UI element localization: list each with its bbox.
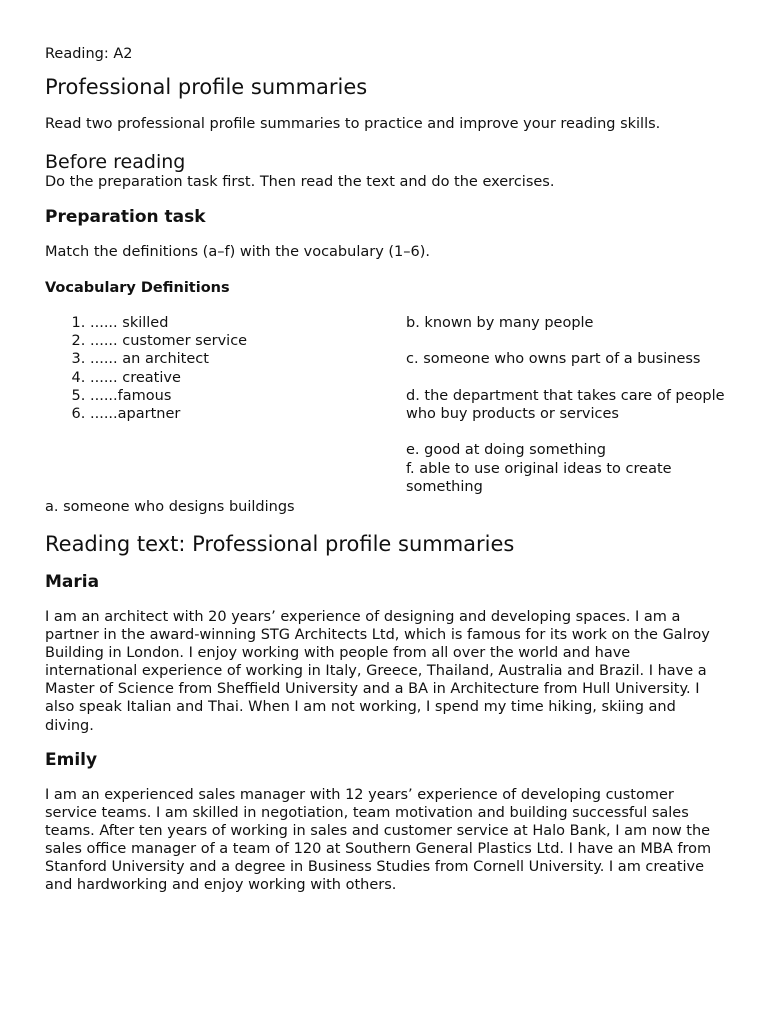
vocabulary-definitions-heading: Vocabulary Definitions: [45, 280, 230, 296]
profile-text-maria: I am an architect with 20 years’ experience of designing and developing spaces. I am a partner in the award-winning STG Architects Ltd, which is famous for its work on the Galroy Building in London. I enjoy working with people from all over the world and have international experience of working in Italy, Greece, Thailand, Australia and Brazil. I have a Master of Science from Sheffield University and a BA in Architecture from Hull University. I also speak Italian and Thai. When I am not working, I spend my time hiking, skiing and diving.: [45, 609, 710, 734]
vocabulary-item: 4. ...... creative: [90, 369, 390, 387]
definition-a: a. someone who designs buildings: [45, 499, 295, 515]
before-reading-text: Do the preparation task first. Then read the text and do the exercises.: [45, 174, 555, 190]
reading-level: Reading: A2: [45, 46, 133, 62]
vocabulary-list: [45, 314, 390, 423]
definition-f: f. able to use original ideas to create something: [406, 460, 672, 495]
profile-name-maria: Maria: [45, 572, 100, 592]
document-page: [45, 44, 725, 894]
before-reading-heading: Before reading: [45, 151, 186, 173]
page-title: Professional profile summaries: [45, 75, 368, 99]
preparation-task-heading: Preparation task: [45, 207, 206, 227]
definition-c: c. someone who owns part of a business: [406, 351, 701, 368]
reading-text-heading: Reading text: Professional profile summaries: [45, 532, 515, 556]
intro-text: Read two professional profile summaries to practice and improve your reading skills.: [45, 116, 661, 132]
profile-name-emily: Emily: [45, 749, 98, 770]
vocabulary-section: [45, 314, 725, 498]
vocabulary-item: 1. ...... skilled: [90, 314, 390, 332]
vocabulary-item: 6. ......apartner: [90, 405, 390, 423]
vocabulary-item: 5. ......famous: [90, 387, 390, 405]
preparation-instruction: Match the definitions (a–f) with the vocabulary (1–6).: [45, 244, 431, 260]
definition-b: b. known by many people: [406, 315, 594, 331]
definition-d: d. the department that takes care of people who buy products or services: [406, 387, 725, 422]
vocabulary-item: 3. ...... an architect: [90, 350, 390, 368]
definition-e: e. good at doing something: [406, 442, 606, 459]
profile-text-emily: I am an experienced sales manager with 12 years’ experience of developing customer service teams. I am skilled in negotiation, team motivation and building successful sales teams. After ten years of working in sales and customer service at Halo Bank, I am now the sales office manager of a team of 120 at Southern General Plastics Ltd. I have an MBA from Stanford University and a degree in Business Studies from Cornell University. I am creative and hardworking and enjoy working with others.: [45, 786, 712, 894]
definitions-list: [406, 314, 726, 496]
vocabulary-item: 2. ...... customer service: [90, 332, 390, 350]
